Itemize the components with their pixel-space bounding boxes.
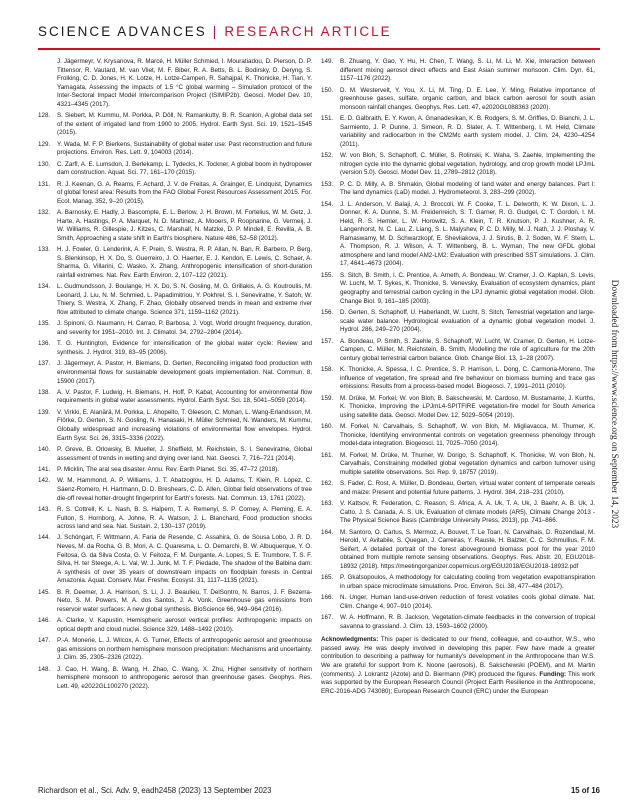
reference-number: 148. xyxy=(38,665,51,673)
reference-text: P. Greve, B. Orlowsky, B. Mueller, J. Sheffield, M. Reichstein, S. I. Seneviratne, Global assessment of trends in wetting and drying over land. Nat. Geosci. 7, 716–721 (2014). xyxy=(57,446,312,462)
reference-item xyxy=(321,423,595,449)
reference-text: E. D. Galbraith, E. Y. Kwon, A. Gnanadesikan, K. B. Rodgers, S. M. Griffies, D. Bianchi, J. L. Sarmiento, J. P. Dunne, J. Simeon, R. D. Slater, A. T. Wittenberg, I. M. Held, Climate variability and radiocarbon in the CM2Mc earth system model. J. Clim. 24, 4230–4254 (2011). xyxy=(340,115,595,148)
reference-text: Y. Wada, M. F. P. Bierkens, Sustainability of global water use: Past reconstruction and future projections. Environ. Res. Lett. 9, 104003 (2014). xyxy=(57,140,312,157)
reference-number: 160. xyxy=(321,423,334,431)
reference-text: S. Siebert, M. Kummu, M. Porkka, P. Döll, N. Ramankutty, B. R. Scanlon, A global data set of the extent of irrigated land from 1900 to 2005. Hydrol. Earth Syst. Sci. 19, 1521–1545 (2015). xyxy=(57,112,312,137)
reference-continuation: J. Jägermeyr, V. Krysanova, R. Marcé, H. Müller Schmied, I. Mouratiadou, D. Pierson, D. P. Tittensor, R. Vautard, M. van Vliet, M. F. Biber, R. A. Betts, B. L. Bodirsky, D. Deryng, S. Frolking, C. D. Jones, H. K. Lotze, H. Lotze-Campen, R. Sahajpal, K. Thonicke, H. Tian, Y. Yamagata, Assessing the impacts of 1.5 °C global warming – Simulation protocol of the Inter-Sectoral Impact Model Intercomparison Project (ISIMIP2b). Geosci. Model Dev. 10, 4321–4345 (2017). xyxy=(57,58,312,108)
reference-item xyxy=(321,480,595,497)
reference-text: R. J. Keenan, G. A. Reams, F. Achard, J. V. de Freitas, A. Grainger, E. Lindquist, Dynamics of global forest area: Results from the FAO Global Forest Resources Assessment 2015. For. Ecol. Manag. 352, 9–20 (2015). xyxy=(57,180,312,205)
journal-header xyxy=(38,24,600,50)
reference-number: 130. xyxy=(38,160,51,168)
references-left-column xyxy=(38,58,312,694)
reference-item xyxy=(321,529,595,572)
reference-item xyxy=(38,181,312,207)
reference-text: A. V. Pastor, F. Ludwig, H. Biemans, H. Hoff, P. Kabat, Accounting for environmental flow requirements in global water assessments. Hydrol. Earth Syst. Sci. 18, 5041–5059 (2014). xyxy=(57,388,312,405)
reference-number: 144. xyxy=(38,534,51,542)
reference-text: L. Gudmundsson, J. Boulange, H. X. Do, S. N. Gosling, M. G. Grillakis, A. G. Koutroulis, M. Leonard, J. Liu, N. M. Schmied, L. Papadimitriou, Y. Pokhrel, S. I. Seneviratne, Y. Satoh, W. Thiery, S. Westra, X. Zhang, F. Zhao, Globally observed trends in mean and extreme river flow attributed to climate change. Science 371, 1159–1162 (2021). xyxy=(57,283,312,316)
reference-text: H. J. Fowler, G. Lenderink, A. F. Prein, S. Westra, R. P. Allan, N. Ban, R. Barbero, P. Berg, S. Blenkinsop, H. X. Do, S. Guerreiro, J. O. Haerter, E. J. Kendon, E. Lewis, C. Schaer, A. Sharma, G. Villarini, C. Wasko, X. Zhang, Anthropogenic intensification of short-duration rainfall extremes. Nat. Rev. Earth Environ. 2, 107–122 (2021). xyxy=(57,246,312,279)
reference-number: 138. xyxy=(38,388,51,396)
reference-text: P.-A. Monerie, L. J. Wilcox, A. G. Turner, Effects of anthropogenic aerosol and greenhouse gas emissions on northern hemisphere monsoon precipitation: Mechanisms and uncertainty. J. Clim. 35, 2305–2326 (2022). xyxy=(57,637,312,662)
header-separator: | xyxy=(212,24,219,39)
reference-number: 143. xyxy=(38,505,51,513)
reference-item xyxy=(321,574,595,591)
reference-item xyxy=(38,209,312,243)
reference-number: 151. xyxy=(321,115,334,123)
reference-item xyxy=(321,500,595,526)
reference-item xyxy=(38,340,312,357)
acknowledgments-label: Acknowledgments: xyxy=(321,636,379,644)
reference-number: 161. xyxy=(321,451,334,459)
reference-number: 162. xyxy=(321,480,334,488)
reference-item xyxy=(321,152,595,178)
reference-text: M. Forkel, M. Drüke, M. Thurner, W. Dorigo, S. Schaphoff, K. Thonicke, W. von Bloh, N. Carvalhais, Constraining modelled global vegetation dynamics and carbon turnover using multiple satellite observations. Sci. Rep. 9, 18757 (2019). xyxy=(340,451,595,476)
reference-item xyxy=(38,477,312,503)
reference-number: 135. xyxy=(38,320,51,328)
reference-text: C. Zarfl, A. E. Lumsdon, J. Berlekamp, L. Tydecks, K. Tockner, A global boom in hydropower dam construction. Aquat. Sci. 77, 161–170 (2015). xyxy=(57,160,312,177)
reference-number: 153. xyxy=(321,180,334,188)
reference-number: 157. xyxy=(321,337,334,345)
reference-item xyxy=(321,395,595,421)
reference-item xyxy=(38,283,312,317)
acknowledgments-text: This paper is dedicated to our friend, colleague, and co-author, W.S., who passed away. He was deeply involved in developing this paper. Few have made a greater contribution to describing a pathway for humanity's development in the Anthropocene than W.S. We are grateful for support from K. Noone (aerosols), B. Sakschewski (POEM), and M. Martin (comments). J. Lokrantz (Azote) and D. Biermann (PIK) produced the figures. xyxy=(321,636,595,678)
reference-text: V. Kattsov, R. Federation, C. Reason, S. Africa, A. A. Uk, T. A. Uk, J. Baehr, A. B. Uk, J. Catto, J. S. Canada, A. S. Uk, Evaluation of climate models (AR5), Climate Change 2013 - The Physical Science Basis (Cambridge University Press, 2013), pp. 741–866. xyxy=(340,500,595,525)
reference-item xyxy=(321,181,595,198)
footer-citation: Richardson et al., Sci. Adv. 9, eadh2458 (2023) 13 September 2023 xyxy=(38,786,272,795)
reference-text: S. Fader, C. Rost, A. Müller, D. Bondeau, Gerten, virtual water content of temperate cereals and maize: Present and potential future patterns. J. Hydrol. 384, 218–231 (2010). xyxy=(340,480,595,496)
funding-text: This work was supported by the European Research Council (Project Earth Resilience in the Anthropocene, ERC-2016-ADG 743080); European Research Council (ERC) under the European xyxy=(321,670,595,695)
reference-number: 150. xyxy=(321,86,334,94)
reference-text: P. Gkatsopoulos, A methodology for calculating cooling from vegetation evapotranspiration in urban space microclimate simulations. Proc. Environ. Sci. 38, 477–484 (2017). xyxy=(340,574,595,590)
reference-text: A. Barnosky, E. Hadly, J. Bascompte, E. L. Berlow, J. H. Brown, M. Fortelius, W. M. Getz, J. Harte, A. Hastings, P. A. Marquet, N. D. Martinez, A. Mooers, P. Roopnarine, G. Vermeij, J. W. Williams, R. Gillespie, J. Kitzes, C. Marshall, N. Matzke, D. P. Mindell, E. Revilla, A. B. Smith, Approaching a state shift in Earth's biosphere. Nature 486, 52–58 (2012). xyxy=(57,209,312,242)
reference-text: B. Zhuang, Y. Gao, Y. Hu, H. Chen, T. Wang, S. Li, M. Li, M. Xie, Interaction between different mixing aerosol direct effects and East Asian summer monsoon. Clim. Dyn. 61, 1157–1176 (2022). xyxy=(340,58,595,83)
reference-number: 159. xyxy=(321,394,334,402)
reference-number: 156. xyxy=(321,309,334,316)
reference-item xyxy=(321,272,595,306)
reference-text: R. S. Cottrell, K. L. Nash, B. S. Halpern, T. A. Remenyi, S. P. Corney, A. Fleming, E. A. Fulton, S. Hornborg, A. Johne, R. A. Watson, J. L. Blanchard, Food production shocks across land and sea. Nat. Sustain. 2, 130–137 (2019). xyxy=(57,505,312,531)
reference-item xyxy=(38,360,312,386)
reference-text: P. Micklin, The aral sea disaster. Annu. Rev. Earth Planet. Sci. 35, 47–72 (2018). xyxy=(57,465,280,473)
reference-text: M. Drüke, M. Forkel, W. von Bloh, B. Sakschewski, M. Cardoso, M. Bustamante, J. Kurths, K. Thonicke, Improving the LPJmL4-SPITFIRE vegetation-fire model for South America using satellite data. Geosci. Model Dev. 12, 5029–5054 (2019). xyxy=(340,394,595,419)
reference-item xyxy=(321,338,595,364)
journal-name: SCIENCE ADVANCES xyxy=(38,24,207,39)
reference-text: D. M. Westervelt, Y. You, X. Li, M. Ting, D. E. Lee, Y. Ming, Relative importance of greenhouse gases, sulfate, organic carbon, and black carbon aerosol for south asian monsoon rainfall changes. Geophys. Res. Lett. 47, e2020GL088363 (2020). xyxy=(340,86,595,111)
reference-text: J. Spinoni, G. Naumann, H. Carrao, P. Barbosa, J. Vogt, World drought frequency, duration, and severity for 1951–2010. Int. J. Climatol. 34, 2792–2804 (2014). xyxy=(57,320,312,336)
page-footer xyxy=(38,786,600,798)
reference-text: A. Bondeau, P. Smith, S. Zaehle, S. Schaphoff, W. Lucht, W. Cramer, D. Gerten, H. Lotze-Campen, C. Müller, M. Reichstein, B. Smith, Modelling the role of agriculture for the 20th century global terrestrial carbon balance. Glob. Change Biol. 13, 1–28 (2007). xyxy=(340,337,595,362)
reference-number: 128. xyxy=(38,112,51,120)
reference-number: 136. xyxy=(38,340,51,348)
reference-number: 141. xyxy=(38,465,51,473)
reference-text: M. Forkel, N. Carvalhais, S. Schaphoff, W. von Bloh, M. Migliavacca, M. Thurner, K. Thonicke, Identifying environmental controls on vegetation greenness phenology through model-data integration. Biogeosci. 11, 7025–7050 (2014). xyxy=(340,423,595,448)
reference-number: 158. xyxy=(321,366,334,374)
reference-text: J. L. Anderson, V. Balaji, A. J. Broccoli, W. F. Cooke, T. L. Delworth, K. W. Dixon, L. J. Donner, K. A. Dunne, S. M. Freidenreich, S. T. Garner, R. G. Gudgel, C. T. Gordon, I. M. Held, R. S. Hemler, L. W. Horowitz, S. A. Klein, T. R. Knutson, P. J. Kushner, A. R. Langenhorst, N. C. Lau, Z. Liang, S. L. Malyshev, P. C. D. Milly, M. J. Nath, J. J. Ploshay, V. Ramaswamy, M. D. Schwarzkopf, E. Shevliakova, J. J. Sirutis, B. J. Soden, W. F. Stern, L. A. Thompson, R. J. Wilson, A. T. Wittenberg, B. L. Wyman, The new GFDL global atmosphere and land model AM2-LM2: Evaluation with prescribed SST simulations. J. Clim. 17, 4641–4673 (2004). xyxy=(340,200,595,268)
reference-item xyxy=(321,366,595,392)
reference-number: 147. xyxy=(38,637,51,645)
reference-text: D. Gerten, S. Schaphoff, U. Haberlandt, W. Lucht, S. Sitch, Terrestrial vegetation and large-scale water balance. Hydrological evaluation of a dynamic global vegetation model. J. Hydrol. 286, 249–270 (2004). xyxy=(340,309,595,334)
reference-text: W. M. Hammond, A. P. Williams, J. T. Abatzoglou, H. D. Adams, T. Klein, R. López, C. Sáenz-Romero, H. Hartmann, D. D. Breshears, C. D. Allen, Global field observations of tree die-off reveal hotter-drought fingerprint for Earth's forests. Nat. Commun. 13, 1761 (2022). xyxy=(57,477,312,502)
reference-item xyxy=(38,666,312,692)
reference-number: 149. xyxy=(321,58,334,65)
reference-item xyxy=(38,617,312,634)
reference-item xyxy=(38,534,312,585)
reference-text: S. Sitch, B. Smith, I. C. Prentice, A. Arneth, A. Bondeau, W. Cramer, J. O. Kaplan, S. Levis, W. Lucht, M. T. Sykes, K. Thonicke, S. Venevsky, Evaluation of ecosystem dynamics, plant geography and terrestrial carbon cycling in the LPJ dynamic global vegetation model. Glob. Change Biol. 9, 161–185 (2003). xyxy=(340,271,595,305)
reference-number: 129. xyxy=(38,140,51,148)
reference-text: A. Clarke, V. Kapustin, Hemispheric aerosol vertical profiles: Anthropogenic impacts on optical depth and cloud nuclei. Science 329, 1488–1492 (2010). xyxy=(57,617,312,633)
reference-item xyxy=(38,246,312,280)
reference-item xyxy=(38,161,312,178)
reference-item xyxy=(38,637,312,663)
reference-text: M. Santoro, O. Cartus, S. Mermoz, A. Bouvet, T. Le Toan, N. Carvalhais, D. Rozendaal, M. Herold, V. Avitabile, S. Quegan, J. Carreiras, Y. Rauste, H. Balzter, C. C. Schmullius, F. M. Seifert, A detailed portrait of the forest aboveground biomass pool for the year 2010 obtained from multiple remote sensing observations. Geophys. Res. Abstr. 20, EGU2018-18932 (2018). https://meetingorganizer.copernicus.org/EGU2018/EGU2018-18932.pdf xyxy=(340,528,595,570)
reference-number: 142. xyxy=(38,477,51,485)
reference-item xyxy=(38,141,312,158)
reference-item xyxy=(321,201,595,269)
download-note-text: Downloaded from https://www.science.org on September 14, 2023 xyxy=(609,279,619,529)
references-right-column xyxy=(321,58,595,696)
reference-item xyxy=(38,466,312,475)
reference-text: J. Schöngart, F. Wittmann, A. Faria de Resende, C. Assahira, G. de Sousa Lobo, J. R. D. Neves, M. da Rocha, G. B. Mori, A. C. Quaresma, L. O. Demarchi, B. W. Albuquerque, Y. O. Feitosa, G. da Silva Costa, G. V. Feitoza, F. M. Durgante, A. Lopes, S. E. Trumbore, T. S. F. Silva, H. ter Steege, A. L. Val, W. J. Junk, M. T. F. Piedade, The shadow of the Balbina dam: A synthesis of over 35 years of downstream impacts on floodplain forests in Central Amazonia. Aquat. Conserv. Mar. Freshw. Ecosyst. 31, 1117–1135 (2021). xyxy=(57,534,312,585)
reference-number: 154. xyxy=(321,200,334,208)
reference-item xyxy=(321,115,595,149)
reference-number: 139. xyxy=(38,408,51,416)
reference-item xyxy=(38,320,312,337)
reference-text: J. Jägermeyr, A. Pastor, H. Biemans, D. Gerten, Reconciling irrigated food production with environmental flows for sustainable development goals implementation. Nat. Commun. 8, 15900 (2017). xyxy=(57,360,312,385)
reference-text: K. Thonicke, A. Spessa, I. C. Prentice, S. P. Harrison, L. Dong, C. Carmona-Moreno, The influence of vegetation, fire spread and fire behaviour on biomass burning and trace gas emissions: Results from a process-based model. Biogeosci. 7, 1991–2011 (2010). xyxy=(340,366,595,391)
reference-number: 131. xyxy=(38,180,51,188)
reference-text: P. C. D. Milly, A. B. Shmakin, Global modeling of land water and energy balances. Part I: The land dynamics (LaD) model. J. Hydrometeorol. 3, 283–299 (2002). xyxy=(340,180,595,197)
reference-number: 140. xyxy=(38,446,51,453)
reference-item xyxy=(321,594,595,611)
reference-item xyxy=(38,112,312,138)
reference-number: 132. xyxy=(38,209,51,217)
reference-item xyxy=(321,614,595,631)
reference-text: V. Virkki, E. Alanärä, M. Porkka, L. Ahopelto, T. Gleeson, C. Mohan, L. Wang-Erlandsson, M. Flörke, D. Gerten, S. N. Gosling, N. Hanasaki, H. Müller Schmied, N. Wanders, M. Kummu, Globally widespread and increasing violations of environmental flow envelopes. Hydrol. Earth Syst. Sci. 26, 3315–3336 (2022). xyxy=(57,408,312,442)
reference-list-left xyxy=(38,112,312,691)
article-category: RESEARCH ARTICLE xyxy=(224,24,392,39)
page-number: 15 of 16 xyxy=(570,786,600,795)
header-rule xyxy=(38,48,600,50)
reference-text: T. G. Huntington, Evidence for intensification of the global water cycle: Review and synthesis. J. Hydrol. 319, 83–95 (2006). xyxy=(57,340,312,356)
reference-list-right xyxy=(321,58,595,631)
reference-item xyxy=(38,446,312,463)
reference-number: 164. xyxy=(321,528,334,536)
reference-number: 165. xyxy=(321,574,334,582)
reference-number: 155. xyxy=(321,271,334,279)
reference-item xyxy=(38,389,312,406)
reference-item xyxy=(38,589,312,615)
reference-number: 133. xyxy=(38,246,51,254)
reference-number: 134. xyxy=(38,283,51,291)
reference-item xyxy=(38,506,312,532)
reference-text: B. R. Deemer, J. A. Harrison, S. Li, J. J. Beaulieu, T. DelSontro, N. Barros, J. F. Bezerra-Neto, S. M. Powers, M. A. dos Santos, J. A. Vonk, Greenhouse gas emissions from reservoir water surfaces: A new global synthesis. BioScience 66, 949–964 (2016). xyxy=(57,588,312,613)
reference-text: W. von Bloh, S. Schaphoff, C. Müller, S. Rolinski, K. Waha, S. Zaehle, Implementing the nitrogen cycle into the dynamic global vegetation, hydrology, and crop growth model LPJmL (version 5.0). Geosci. Model Dev. 11, 2789–2812 (2018). xyxy=(340,152,595,177)
funding-label: Funding: xyxy=(539,670,567,678)
reference-item xyxy=(321,452,595,478)
reference-text: N. Unger, Human land-use-driven reduction of forest volatiles cools global climate. Nat. Clim. Change 4, 907–910 (2014). xyxy=(340,594,595,610)
reference-number: 163. xyxy=(321,500,334,508)
reference-number: 137. xyxy=(38,360,51,368)
reference-number: 166. xyxy=(321,594,334,602)
reference-text: W. A. Hoffmann, R. B. Jackson, Vegetation-climate feedbacks in the conversion of tropical savanna to grassland. J. Clim. 13, 1593–1602 (2000). xyxy=(340,614,595,630)
reference-item xyxy=(321,309,595,335)
reference-number: 167. xyxy=(321,614,334,622)
reference-number: 152. xyxy=(321,152,334,160)
reference-text: J. Cao, H. Wang, B. Wang, H. Zhao, C. Wang, X. Zhu, Higher sensitivity of northern hemisphere monsoon to anthropogenic aerosol than greenhouse gases. Geophys. Res. Lett. 49, e2022GL100270 (2022). xyxy=(57,665,312,690)
reference-item xyxy=(321,87,595,113)
acknowledgments xyxy=(321,636,595,696)
reference-item xyxy=(321,58,595,84)
reference-number: 146. xyxy=(38,617,51,625)
reference-item xyxy=(38,409,312,443)
reference-number: 145. xyxy=(38,588,51,596)
